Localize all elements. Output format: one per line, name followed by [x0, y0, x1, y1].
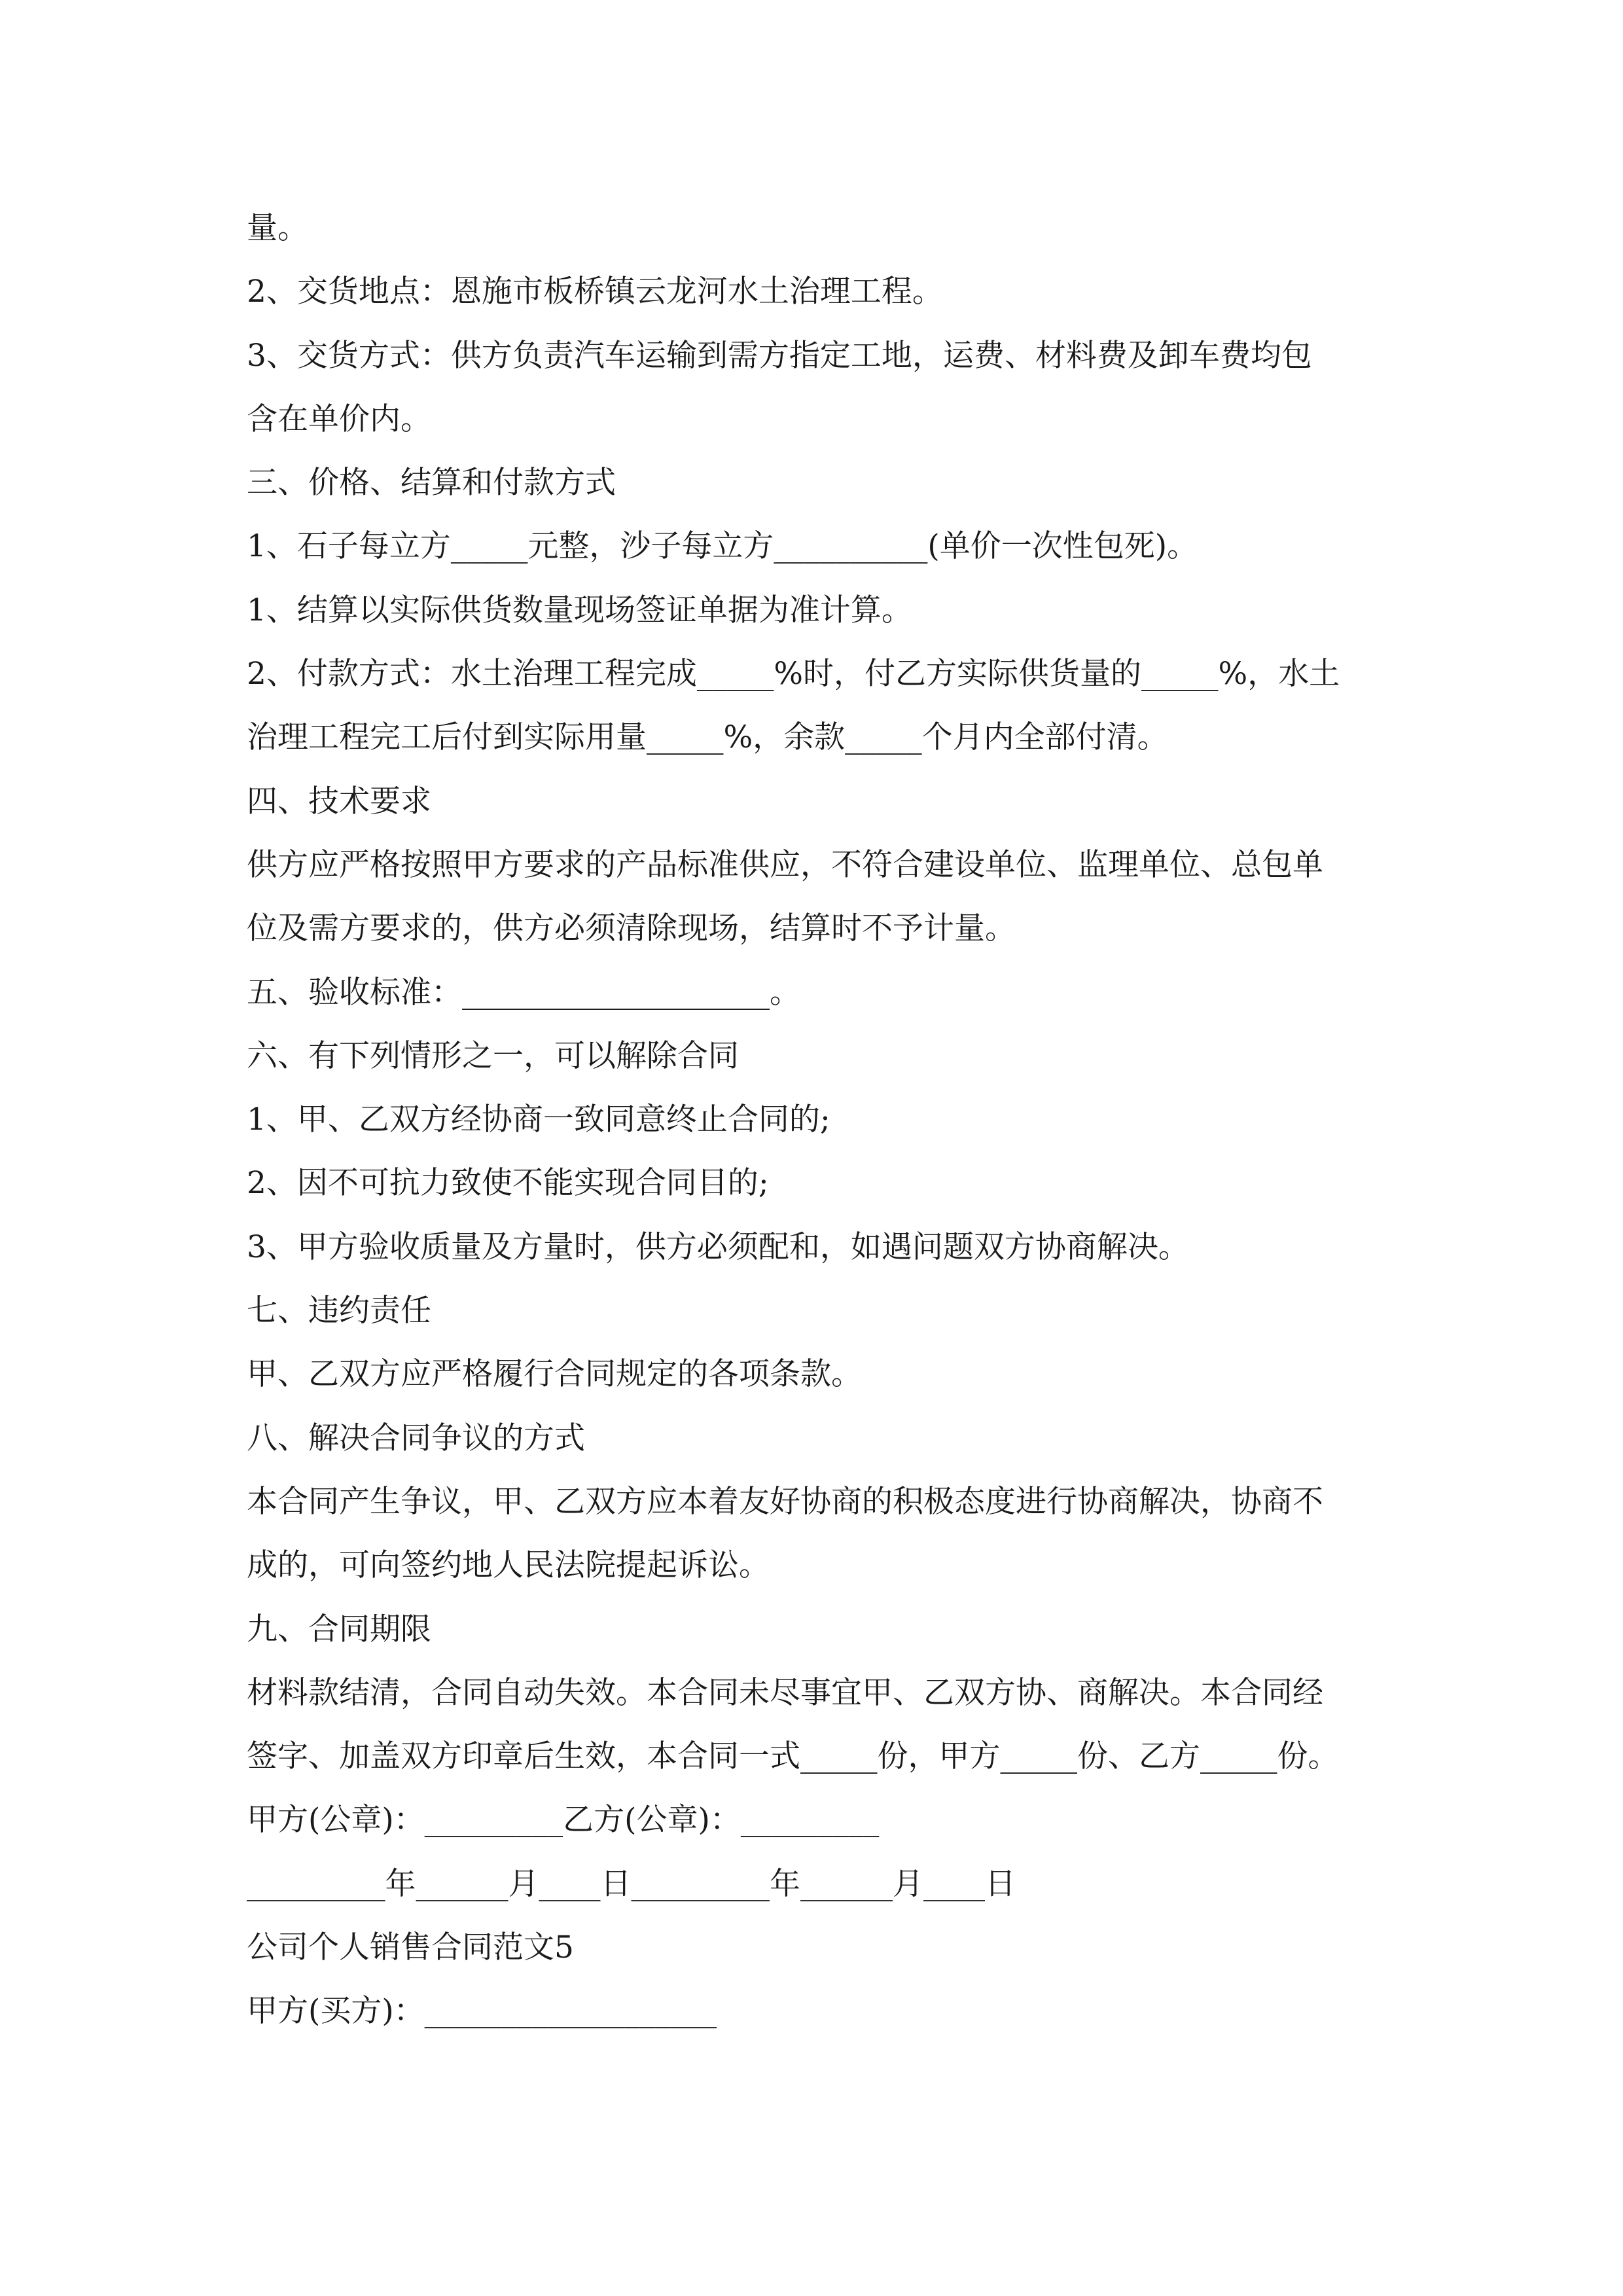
party-a-line: 甲方(买方)：___________________: [247, 1993, 717, 2030]
text-line: 含在单价内。: [247, 401, 431, 437]
signature-line: 甲方(公章)：_________乙方(公章)：_________: [247, 1802, 880, 1839]
section-heading-term: 九、合同期限: [247, 1611, 431, 1647]
clause-settlement: 1、结算以实际供货数量现场签证单据为准计算。: [247, 592, 912, 628]
clause-termination-1: 1、甲、乙双方经协商一致同意终止合同的;: [247, 1102, 830, 1138]
section-heading-liability: 七、违约责任: [247, 1293, 431, 1329]
clause-dispute: 本合同产生争议，甲、乙双方应本着友好协商的积极态度进行协商解决，协商不: [247, 1483, 1323, 1520]
text-line: 位及需方要求的，供方必须清除现场，结算时不予计量。: [247, 910, 1016, 947]
clause-term: 材料款结清，合同自动失效。本合同未尽事宜甲、乙双方协、商解决。本合同经: [247, 1674, 1323, 1711]
date-line: _________年______月____日_________年______月____日: [247, 1865, 1016, 1902]
next-document-title: 公司个人销售合同范文5: [247, 1929, 574, 1966]
clause-delivery-location: 2、交货地点：恩施市板桥镇云龙河水土治理工程。: [247, 274, 943, 310]
section-heading-acceptance: 五、验收标准：____________________。: [247, 974, 800, 1011]
text-line: 治理工程完工后付到实际用量_____%，余款_____个月内全部付清。: [247, 719, 1168, 756]
clause-technical: 供方应严格按照甲方要求的产品标准供应，不符合建设单位、监理单位、总包单: [247, 846, 1323, 883]
clause-unit-price: 1、石子每立方_____元整，沙子每立方__________(单价一次性包死)。: [247, 528, 1198, 565]
section-heading-price: 三、价格、结算和付款方式: [247, 465, 616, 501]
section-heading-dispute: 八、解决合同争议的方式: [247, 1420, 585, 1456]
document-body: [247, 196, 1399, 2043]
text-line: 成的，可向签约地人民法院提起诉讼。: [247, 1547, 770, 1584]
clause-delivery-method: 3、交货方式：供方负责汽车运输到需方指定工地，运费、材料费及卸车费均包: [247, 337, 1312, 374]
clause-liability: 甲、乙双方应严格履行合同规定的各项条款。: [247, 1356, 862, 1393]
section-heading-technical: 四、技术要求: [247, 783, 431, 819]
clause-termination-2: 2、因不可抗力致使不能实现合同目的;: [247, 1165, 769, 1202]
text-line: 量。: [247, 210, 308, 246]
clause-termination-3: 3、甲方验收质量及方量时，供方必须配和，如遇问题双方协商解决。: [247, 1229, 1189, 1265]
section-heading-termination: 六、有下列情形之一，可以解除合同: [247, 1037, 739, 1074]
text-line: 签字、加盖双方印章后生效，本合同一式_____份，甲方_____份、乙方_____份。: [247, 1738, 1339, 1775]
clause-payment-method: 2、付款方式：水土治理工程完成_____%时，付乙方实际供货量的_____%，水土: [247, 656, 1340, 692]
